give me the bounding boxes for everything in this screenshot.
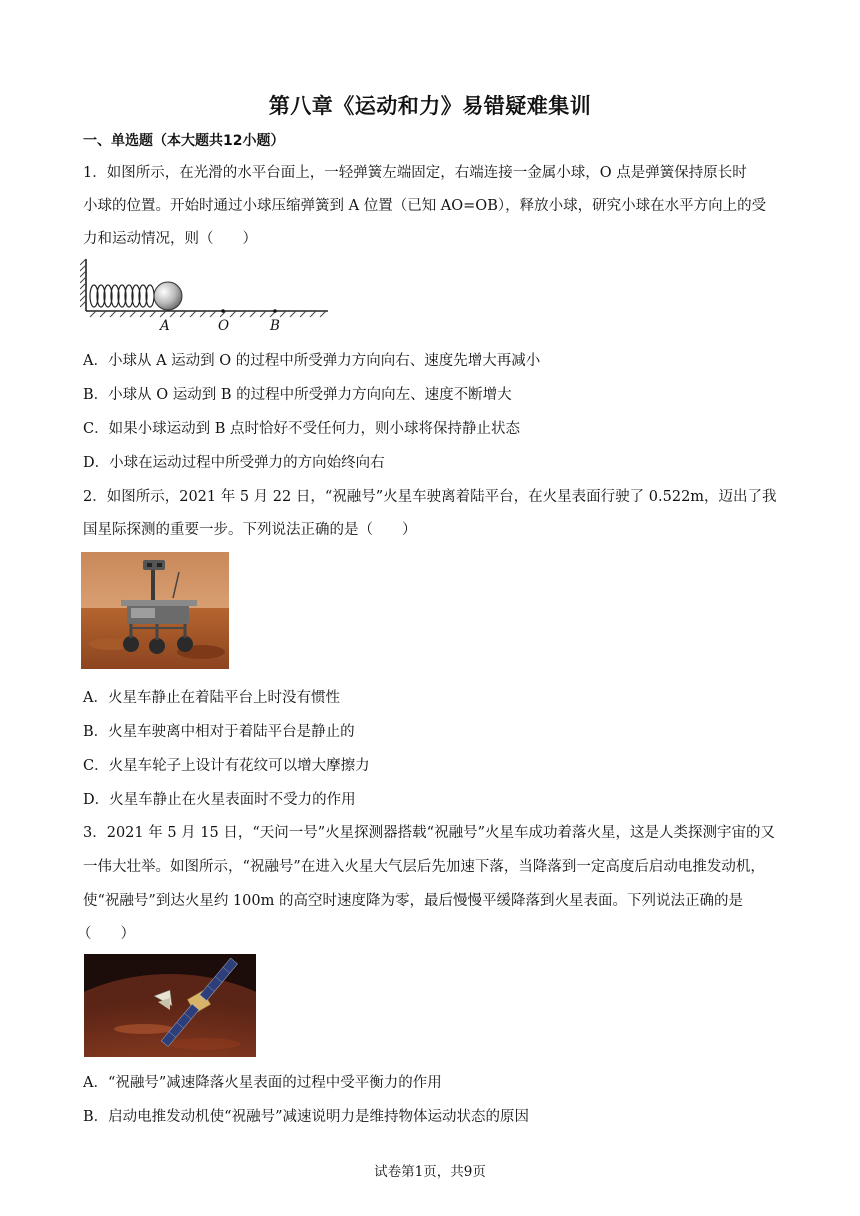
point-label-a: A [160,318,170,334]
q3-option-a[interactable]: A．“祝融号”减速降落火星表面的过程中受平衡力的作用 [83,1075,442,1091]
q3-line-3: 使“祝融号”到达火星约 100m 的高空时速度降为零，最后慢慢平缓降落到火星表面。下列说法正确的是 [83,893,743,909]
q2-line-1: 2．如图所示，2021 年 5 月 22 日，“祝融号”火星车驶离着陆平台，在火星表面行驶了 0.522m，迈出了我 [83,489,777,505]
page-title: 第八章《运动和力》易错疑难集训 [268,94,592,118]
q3-option-b[interactable]: B．启动电推发动机使“祝融号”减速说明力是维持物体运动状态的原因 [83,1109,529,1125]
q1-option-d[interactable]: D．小球在运动过程中所受弹力的方向始终向右 [83,455,385,471]
q2-option-a[interactable]: A．火星车静止在着陆平台上时没有惯性 [83,690,340,706]
spring-ball-diagram [80,255,340,335]
q2-option-d[interactable]: D．火星车静止在火星表面时不受力的作用 [83,792,356,808]
q1-option-c[interactable]: C．如果小球运动到 B 点时恰好不受任何力，则小球将保持静止状态 [83,421,520,437]
page-footer: 试卷第1页，共9页 [374,1164,486,1180]
q1-option-b[interactable]: B．小球从 O 运动到 B 的过程中所受弹力方向向左、速度不断增大 [83,387,512,403]
q1-line-3: 力和运动情况，则（ ） [83,231,257,247]
q2-option-c[interactable]: C．火星车轮子上设计有花纹可以增大摩擦力 [83,758,370,774]
q3-line-2: 一伟大壮举。如图所示，“祝融号”在进入火星大气层后先加速下落，当降落到一定高度后启动电推发动机， [83,859,765,875]
q1-line-2: 小球的位置。开始时通过小球压缩弹簧到 A 位置（已知 AO=OB），释放小球，研究小球在水平方向上的受 [83,198,767,214]
q1-line-1: 1．如图所示，在光滑的水平台面上，一轻弹簧左端固定，右端连接一金属小球，O 点是弹簧保持原长时 [83,165,747,181]
q1-option-a[interactable]: A．小球从 A 运动到 O 的过程中所受弹力方向向右、速度先增大再减小 [83,353,541,369]
q3-line-1: 3．2021 年 5 月 15 日，“天问一号”火星探测器搭载“祝融号”火星车成功着落火星，这是人类探测宇宙的又 [83,825,775,841]
point-label-o: O [218,318,230,334]
point-label-b: B [270,318,280,334]
q2-option-b[interactable]: B．火星车驶离中相对于着陆平台是静止的 [83,724,355,740]
mars-rover-image [81,552,229,669]
q2-line-2: 国星际探测的重要一步。下列说法正确的是（ ） [83,522,417,538]
mars-probe-image [84,954,256,1057]
q3-line-4: （ ） [77,926,135,942]
section-heading: 一、单选题（本大题共12小题） [83,133,285,149]
